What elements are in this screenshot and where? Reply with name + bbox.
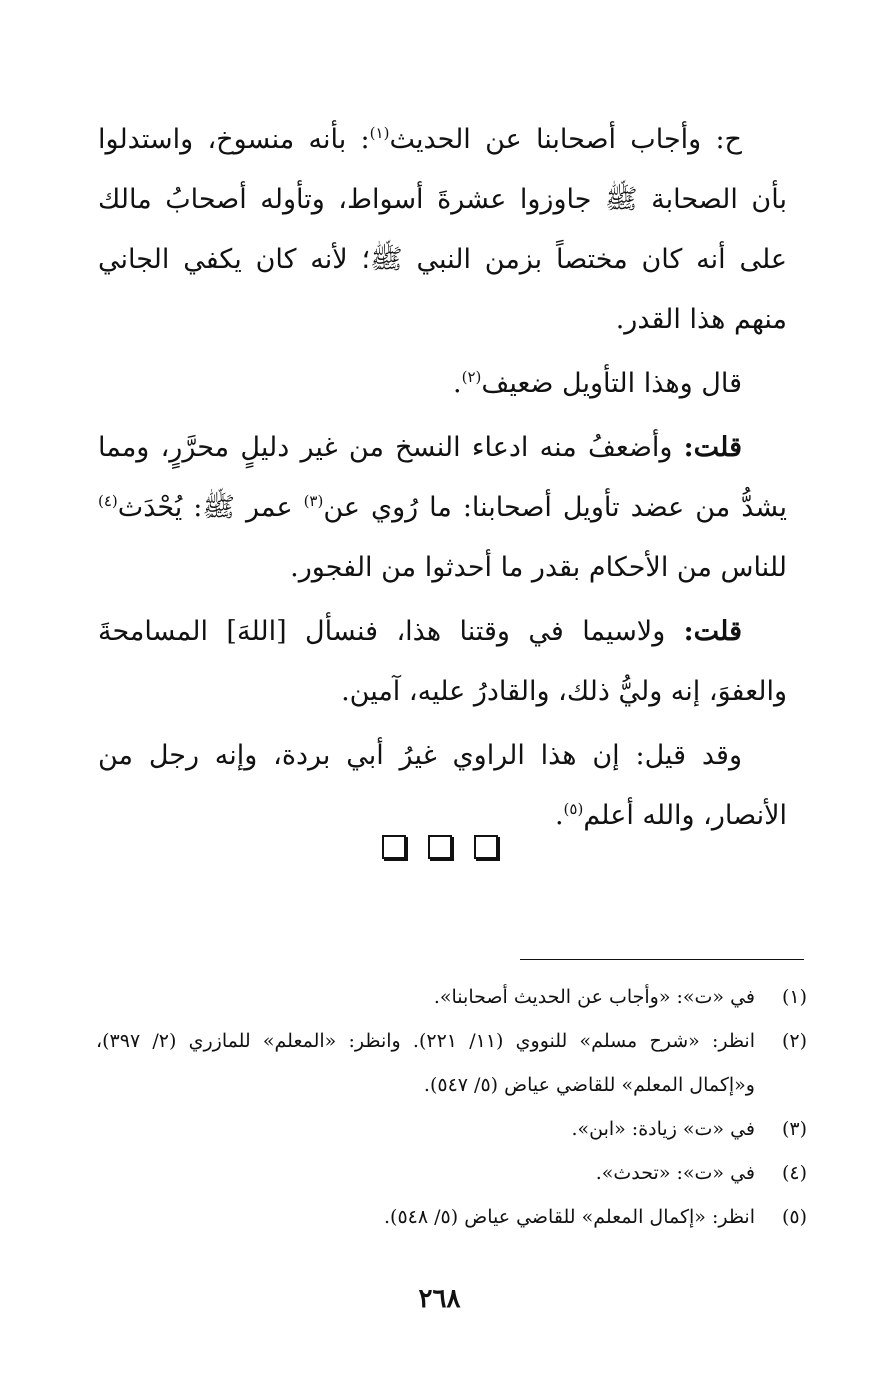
text: قال وهذا التأويل ضعيف — [481, 368, 742, 399]
footnote — [96, 1151, 807, 1195]
footnote-number: (٤) — [781, 1162, 807, 1184]
footnote — [96, 1107, 807, 1151]
footnote-ref-2: (٢) — [461, 368, 482, 386]
footnote-number: (٣) — [781, 1118, 807, 1140]
footnote-ref-4: (٤) — [98, 492, 118, 510]
paragraph-1 — [98, 110, 787, 350]
footnote — [96, 975, 807, 1019]
text: عمر ﷺ: يُحْدَث — [117, 492, 304, 523]
paragraph-4 — [98, 602, 787, 722]
paragraph-5 — [98, 726, 787, 846]
square-ornament-icon — [474, 835, 498, 859]
text: للناس من الأحكام بقدر ما أحدثوا من الفجور. — [290, 552, 787, 583]
footnote — [96, 1195, 807, 1239]
qultu-label: قلت: — [683, 432, 742, 463]
footnote-divider — [520, 959, 804, 960]
text: : بأنه منسوخ، واستدلوا بأن الصحابة ﷺ جاوزوا عشرةَ أسواط، وتأوله أصحابُ مالك على أنه كان مختصاً بزمن النبي ﷺ؛ لأنه كان يكفي الجاني منهم هذا القدر. — [98, 124, 787, 335]
page-number: ٢٦٨ — [418, 1284, 461, 1314]
footnotes — [96, 975, 807, 1239]
paragraph-2 — [98, 354, 787, 414]
main-text — [98, 110, 787, 846]
footnote-text: في «ت»: «تحدث». — [595, 1162, 755, 1184]
footnote-ref-5: (٥) — [563, 800, 584, 818]
footnote-text: في «ت» زيادة: «ابن». — [571, 1118, 755, 1140]
text: وأضعفُ منه ادعاء النسخ من غير دليلٍ محرَّرٍ، ومما يشدُّ من عضد تأويل أصحابنا: ما رُوي عن — [98, 432, 787, 523]
footnote-text: انظر: «إكمال المعلم» للقاضي عياض (٥/ ٥٤٨). — [384, 1206, 755, 1228]
paragraph-3 — [98, 418, 787, 598]
text: ح: وأجاب أصحابنا عن الحديث — [389, 124, 742, 155]
footnote-ref-3: (٣) — [303, 492, 324, 510]
qultu-label: قلت: — [683, 616, 742, 647]
text: ولاسيما في وقتنا هذا، فنسأل [اللهَ] المسامحةَ والعفوَ، إنه وليُّ ذلك، والقادرُ عليه، آمين. — [98, 616, 787, 707]
footnote-number: (٢) — [781, 1030, 807, 1052]
text: وقد قيل: إن هذا الراوي غيرُ أبي بردة، وإنه رجل من الأنصار، والله أعلم — [98, 740, 787, 831]
text: . — [554, 800, 564, 831]
footnote-number: (١) — [781, 986, 807, 1008]
section-separator — [0, 835, 879, 859]
square-ornament-icon — [382, 835, 406, 859]
footnote — [96, 1019, 807, 1107]
footnote-text: في «ت»: «وأجاب عن الحديث أصحابنا». — [433, 986, 755, 1008]
square-ornament-icon — [428, 835, 452, 859]
footnote-number: (٥) — [781, 1206, 807, 1228]
footnote-ref-1: (١) — [369, 124, 390, 142]
footnote-text: انظر: «شرح مسلم» للنووي (١١/ ٢٢١). وانظر: «المعلم» للمازري (٢/ ٣٩٧)، و«إكمال المعلم» للقاضي عياض (٥/ ٥٤٧). — [96, 1030, 755, 1096]
text: . — [453, 368, 462, 399]
